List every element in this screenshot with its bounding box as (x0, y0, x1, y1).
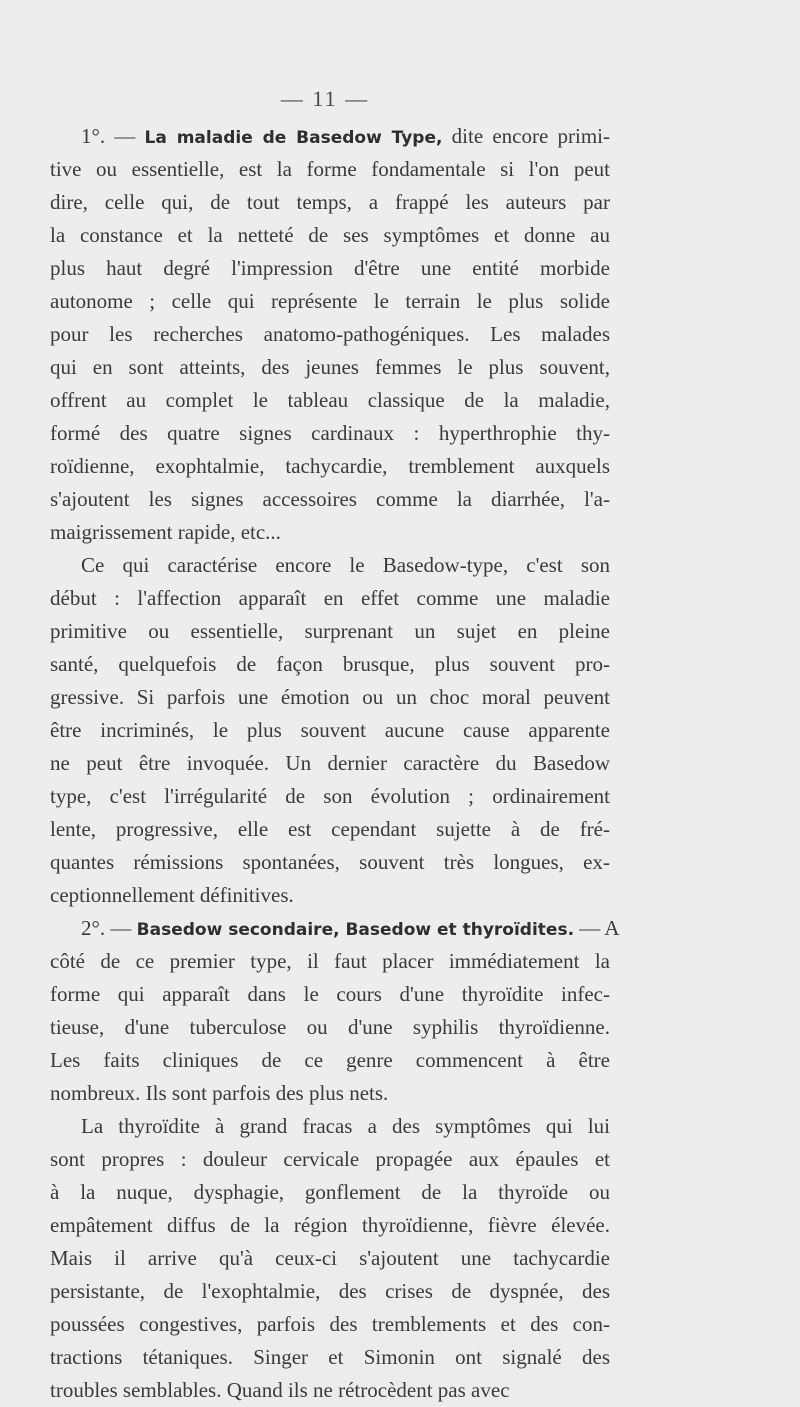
text-line: poussées congestives, parfois des tremblements et des con- (50, 1312, 610, 1336)
text-line: ceptionnellement définitives. (50, 883, 294, 907)
text-line: gressive. Si parfois une émotion ou un choc moral peuvent (50, 685, 610, 709)
text-line: ne peut être invoquée. Un dernier caractère du Basedow (50, 751, 610, 775)
text-line: Mais il arrive qu'à ceux-ci s'ajoutent une tachycardie (50, 1246, 610, 1270)
text-line: lente, progressive, elle est cependant sujette à de fré- (50, 817, 610, 841)
text-line (50, 120, 610, 153)
text-line: dire, celle qui, de tout temps, a frappé les auteurs par (50, 190, 610, 214)
text-line: quantes rémissions spontanées, souvent très longues, ex- (50, 850, 610, 874)
heading-trailing-text: dite encore primi- (442, 124, 610, 148)
text-line: offrent au complet le tableau classique de la maladie, (50, 388, 610, 412)
text-line: persistante, de l'exophtalmie, des crises de dyspnée, des (50, 1279, 610, 1303)
section-number: 2°. — (81, 916, 137, 940)
text-line: la constance et la netteté de ses symptômes et donne au (50, 223, 610, 247)
section-heading: La maladie de Basedow Type, (144, 128, 443, 148)
text-line: La thyroïdite à grand fracas a des symptômes qui lui (81, 1114, 610, 1138)
text-line: tive ou essentielle, est la forme fondamentale si l'on peut (50, 157, 610, 181)
page-number: — 11 — (280, 86, 370, 111)
text-line: pour les recherches anatomo-pathogéniques. Les malades (50, 322, 610, 346)
section-number: 1°. — (81, 124, 145, 148)
text-line: type, c'est l'irrégularité de son évolution ; ordinairement (50, 784, 610, 808)
text-line (50, 912, 620, 945)
text-line: santé, quelquefois de façon brusque, plus souvent pro- (50, 652, 610, 676)
text-line: à la nuque, dysphagie, gonflement de la thyroïde ou (50, 1180, 610, 1204)
text-line: autonome ; celle qui représente le terrain le plus solide (50, 289, 610, 313)
text-line: roïdienne, exophtalmie, tachycardie, tremblement auxquels (50, 454, 610, 478)
text-line: troubles semblables. Quand ils ne rétrocèdent pas avec (50, 1378, 510, 1402)
body-text (50, 120, 620, 1407)
text-line: début : l'affection apparaît en effet comme une maladie (50, 586, 610, 610)
text-line: être incriminés, le plus souvent aucune cause apparente (50, 718, 610, 742)
heading-trailing-text: — A (574, 916, 620, 940)
text-line: Les faits cliniques de ce genre commencent à être (50, 1048, 610, 1072)
text-line: formé des quatre signes cardinaux : hyperthrophie thy- (50, 421, 610, 445)
text-line: primitive ou essentielle, surprenant un sujet en pleine (50, 619, 610, 643)
section-heading: Basedow secondaire, Basedow et thyroïdites. (136, 920, 575, 940)
text-line: qui en sont atteints, des jeunes femmes le plus souvent, (50, 355, 610, 379)
text-line: nombreux. Ils sont parfois des plus nets. (50, 1081, 389, 1105)
text-line: plus haut degré l'impression d'être une entité morbide (50, 256, 610, 280)
text-line: empâtement diffus de la région thyroïdienne, fièvre élevée. (50, 1213, 610, 1237)
text-line: maigrissement rapide, etc... (50, 520, 281, 544)
text-line: tractions tétaniques. Singer et Simonin ont signalé des (50, 1345, 610, 1369)
text-line: forme qui apparaît dans le cours d'une thyroïdite infec- (50, 982, 610, 1006)
text-line: côté de ce premier type, il faut placer immédiatement la (50, 949, 610, 973)
text-line: Ce qui caractérise encore le Basedow-type, c'est son (81, 553, 610, 577)
text-line: tieuse, d'une tuberculose ou d'une syphilis thyroïdienne. (50, 1015, 610, 1039)
text-line: sont propres : douleur cervicale propagée aux épaules et (50, 1147, 610, 1171)
text-line: s'ajoutent les signes accessoires comme la diarrhée, l'a- (50, 487, 610, 511)
